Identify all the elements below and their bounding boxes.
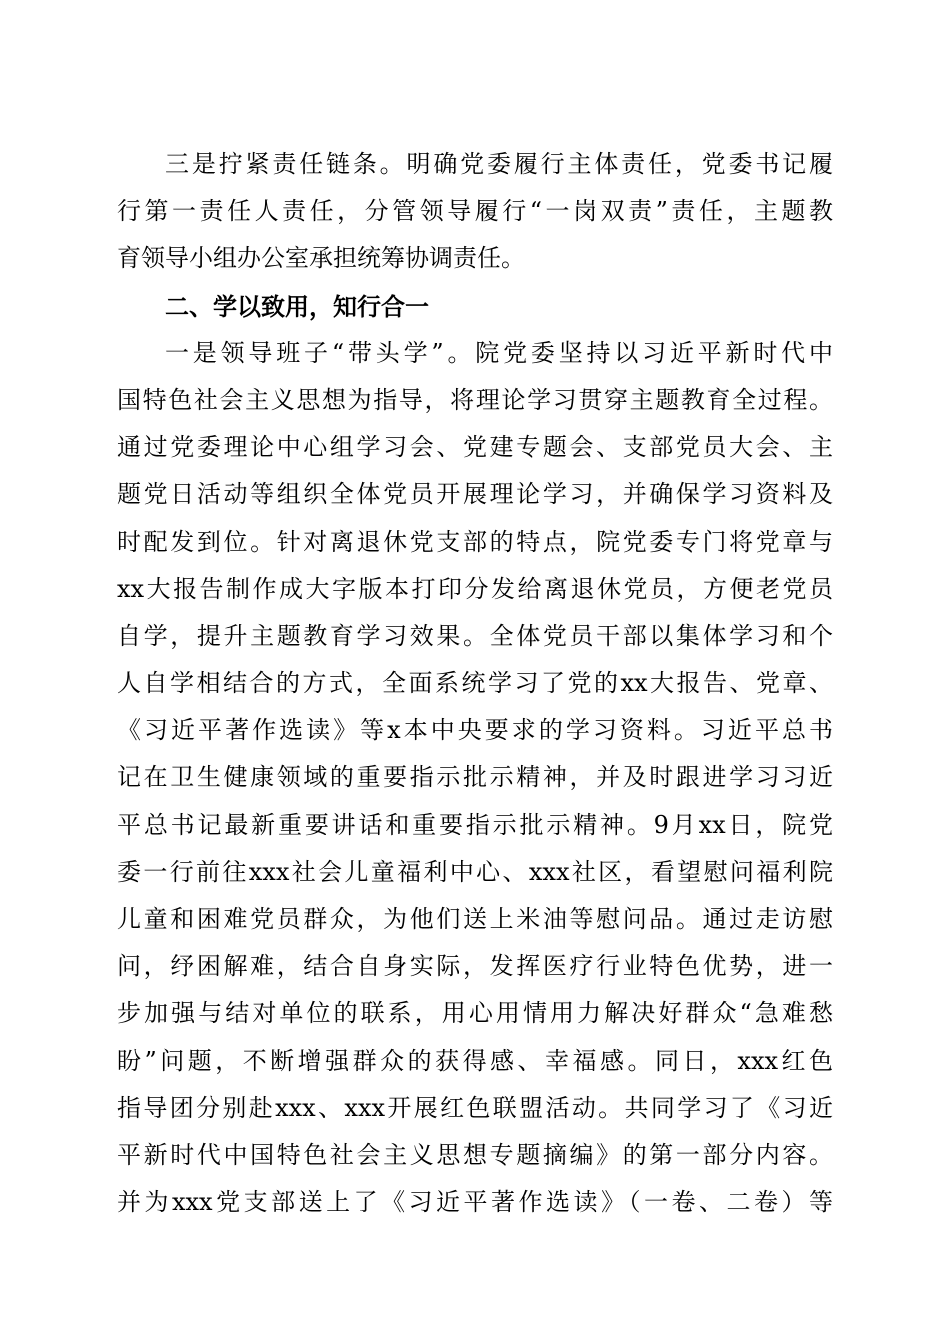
text-line: 育领导小组办公室承担统筹协调责任。: [117, 244, 525, 273]
paragraph-leadership-study: [117, 330, 833, 1227]
document-body: [117, 141, 833, 1226]
text-line: xx大报告制作成大字版本打印分发给离退休党员，方便老党员: [117, 574, 833, 603]
text-line: 三是拧紧责任链条。明确党委履行主体责任，党委书记履: [165, 150, 833, 178]
text-line: 时配发到位。针对离退休党支部的特点，院党委专门将党章与: [117, 527, 833, 556]
text-line: 人自学相结合的方式，全面系统学习了党的xx大报告、党章、: [117, 669, 833, 698]
text-line: 步加强与结对单位的联系，用心用情用力解决好群众“急难愁: [117, 999, 833, 1028]
heading-text: 二、学以致用，知行合一: [165, 291, 429, 321]
text-line: 委一行前往xxx社会儿童福利中心、xxx社区，看望慰问福利院: [117, 857, 833, 886]
text-line: 问，纾困解难，结合自身实际，发挥医疗行业特色优势，进一: [117, 952, 833, 981]
text-line: 平总书记最新重要讲话和重要指示批示精神。9月xx日，院党: [117, 810, 833, 839]
text-line: 儿童和困难党员群众，为他们送上米油等慰问品。通过走访慰: [117, 905, 833, 933]
text-line: 《习近平著作选读》等x本中央要求的学习资料。习近平总书: [117, 716, 833, 745]
text-line: 行第一责任人责任，分管领导履行“一岗双责”责任，主题教: [117, 197, 833, 226]
text-line: 题党日活动等组织全体党员开展理论学习，并确保学习资料及: [117, 480, 833, 509]
text-line: 通过党委理论中心组学习会、党建专题会、支部党员大会、主: [117, 433, 833, 462]
text-line: 一是领导班子“带头学”。院党委坚持以习近平新时代中: [165, 338, 833, 367]
section-heading: [117, 283, 833, 330]
text-line: 并为xxx党支部送上了《习近平著作选读》（一卷、二卷）等: [117, 1188, 833, 1217]
paragraph-responsibility-chain: [117, 141, 833, 283]
text-line: 记在卫生健康领域的重要指示批示精神，并及时跟进学习习近: [117, 763, 833, 792]
text-line: 平新时代中国特色社会主义思想专题摘编》的第一部分内容。: [117, 1140, 833, 1169]
text-line: 指导团分别赴xxx、xxx开展红色联盟活动。共同学习了《习近: [117, 1093, 833, 1122]
text-line: 自学，提升主题教育学习效果。全体党员干部以集体学习和个: [117, 621, 833, 650]
text-line: 盼”问题，不断增强群众的获得感、幸福感。同日，xxx红色: [117, 1046, 833, 1075]
text-line: 国特色社会主义思想为指导，将理论学习贯穿主题教育全过程。: [117, 385, 833, 414]
